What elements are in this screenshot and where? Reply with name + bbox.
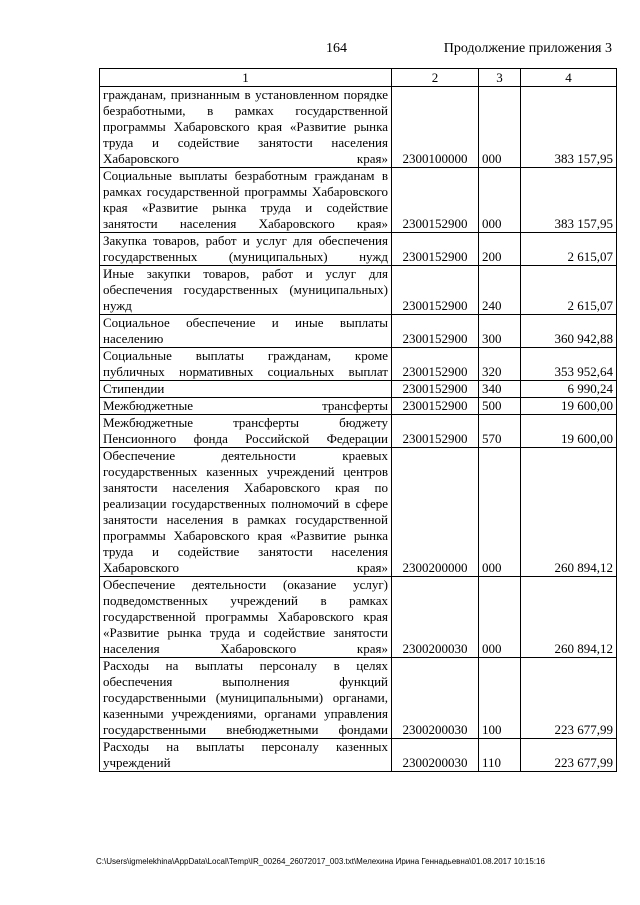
row-type: 000 [479,168,521,233]
row-name: Межбюджетные трансферты [100,398,392,415]
row-code: 2300100000 [392,87,479,168]
row-name: Стипендии [100,381,392,398]
table-row [100,739,617,772]
row-code: 2300200030 [392,739,479,772]
column-header: 4 [521,69,617,87]
row-type: 000 [479,448,521,577]
row-code: 2300200030 [392,658,479,739]
row-type: 570 [479,415,521,448]
row-amount: 260 894,12 [521,577,617,658]
file-path-footer: C:\Users\igmelekhina\AppData\Local\Temp\IR_00264_26072017_003.txt\Мелехина Ирина Геннадьевна\01.08.2017 10:15:16 [96,857,545,866]
row-code: 2300152900 [392,348,479,381]
row-type: 200 [479,233,521,266]
row-amount: 360 942,88 [521,315,617,348]
row-type: 340 [479,381,521,398]
row-amount: 19 600,00 [521,398,617,415]
table-row [100,315,617,348]
table-row [100,577,617,658]
column-header: 2 [392,69,479,87]
table-row [100,398,617,415]
row-name: Иные закупки товаров, работ и услуг для обеспечения государственных (муниципальных) нужд [100,266,392,315]
table-row [100,415,617,448]
row-code: 2300200000 [392,448,479,577]
page-number: 164 [326,41,347,56]
row-amount: 2 615,07 [521,233,617,266]
row-name: Обеспечение деятельности (оказание услуг) подведомственных учреждений в рамках государственной программы Хабаровского края «Развитие рынка труда и содействие занятости населения Хабаровского края» [100,577,392,658]
row-type: 100 [479,658,521,739]
row-code: 2300152900 [392,233,479,266]
row-type: 240 [479,266,521,315]
row-amount: 383 157,95 [521,168,617,233]
row-name: Расходы на выплаты персоналу в целях обеспечения выполнения функций государственными (муниципальными) органами, казенными учреждениями, органами управления государственными внебюджетными фондами [100,658,392,739]
row-type: 320 [479,348,521,381]
column-header: 3 [479,69,521,87]
table-row [100,381,617,398]
table-row [100,168,617,233]
continuation-title: Продолжение приложения 3 [443,41,612,56]
row-amount: 19 600,00 [521,415,617,448]
table-row [100,448,617,577]
row-code: 2300152900 [392,381,479,398]
row-name: Закупка товаров, работ и услуг для обеспечения государственных (муниципальных) нужд [100,233,392,266]
table-row [100,348,617,381]
row-amount: 353 952,64 [521,348,617,381]
row-name: Социальное обеспечение и иные выплаты населению [100,315,392,348]
row-code: 2300152900 [392,315,479,348]
row-amount: 260 894,12 [521,448,617,577]
budget-table [99,68,617,772]
row-type: 110 [479,739,521,772]
row-name: Межбюджетные трансферты бюджету Пенсионного фонда Российской Федерации [100,415,392,448]
row-amount: 6 990,24 [521,381,617,398]
row-amount: 223 677,99 [521,739,617,772]
row-name: гражданам, признанным в установленном порядке безработными, в рамках государственной программы Хабаровского края «Развитие рынка труда и содействие занятости населения Хабаровского края» [100,87,392,168]
table-row [100,233,617,266]
row-type: 000 [479,87,521,168]
row-amount: 383 157,95 [521,87,617,168]
row-amount: 223 677,99 [521,658,617,739]
row-code: 2300152900 [392,168,479,233]
row-code: 2300152900 [392,266,479,315]
row-type: 000 [479,577,521,658]
table-row [100,87,617,168]
row-code: 2300152900 [392,415,479,448]
row-code: 2300200030 [392,577,479,658]
row-name: Социальные выплаты безработным гражданам в рамках государственной программы Хабаровского края «Развитие рынка труда и содействие занятости населения Хабаровского края» [100,168,392,233]
table-row [100,658,617,739]
table-row [100,266,617,315]
table-header-row [100,69,617,87]
row-name: Расходы на выплаты персоналу казенных учреждений [100,739,392,772]
row-amount: 2 615,07 [521,266,617,315]
row-name: Обеспечение деятельности краевых государственных казенных учреждений центров занятости населения Хабаровского края по реализации государственных полномочий в сфере занятости населения в рамках государственной программы Хабаровского края «Развитие рынка труда и содействие занятости населения Хабаровского края» [100,448,392,577]
row-type: 500 [479,398,521,415]
row-name: Социальные выплаты гражданам, кроме публичных нормативных социальных выплат [100,348,392,381]
row-code: 2300152900 [392,398,479,415]
row-type: 300 [479,315,521,348]
column-header: 1 [100,69,392,87]
